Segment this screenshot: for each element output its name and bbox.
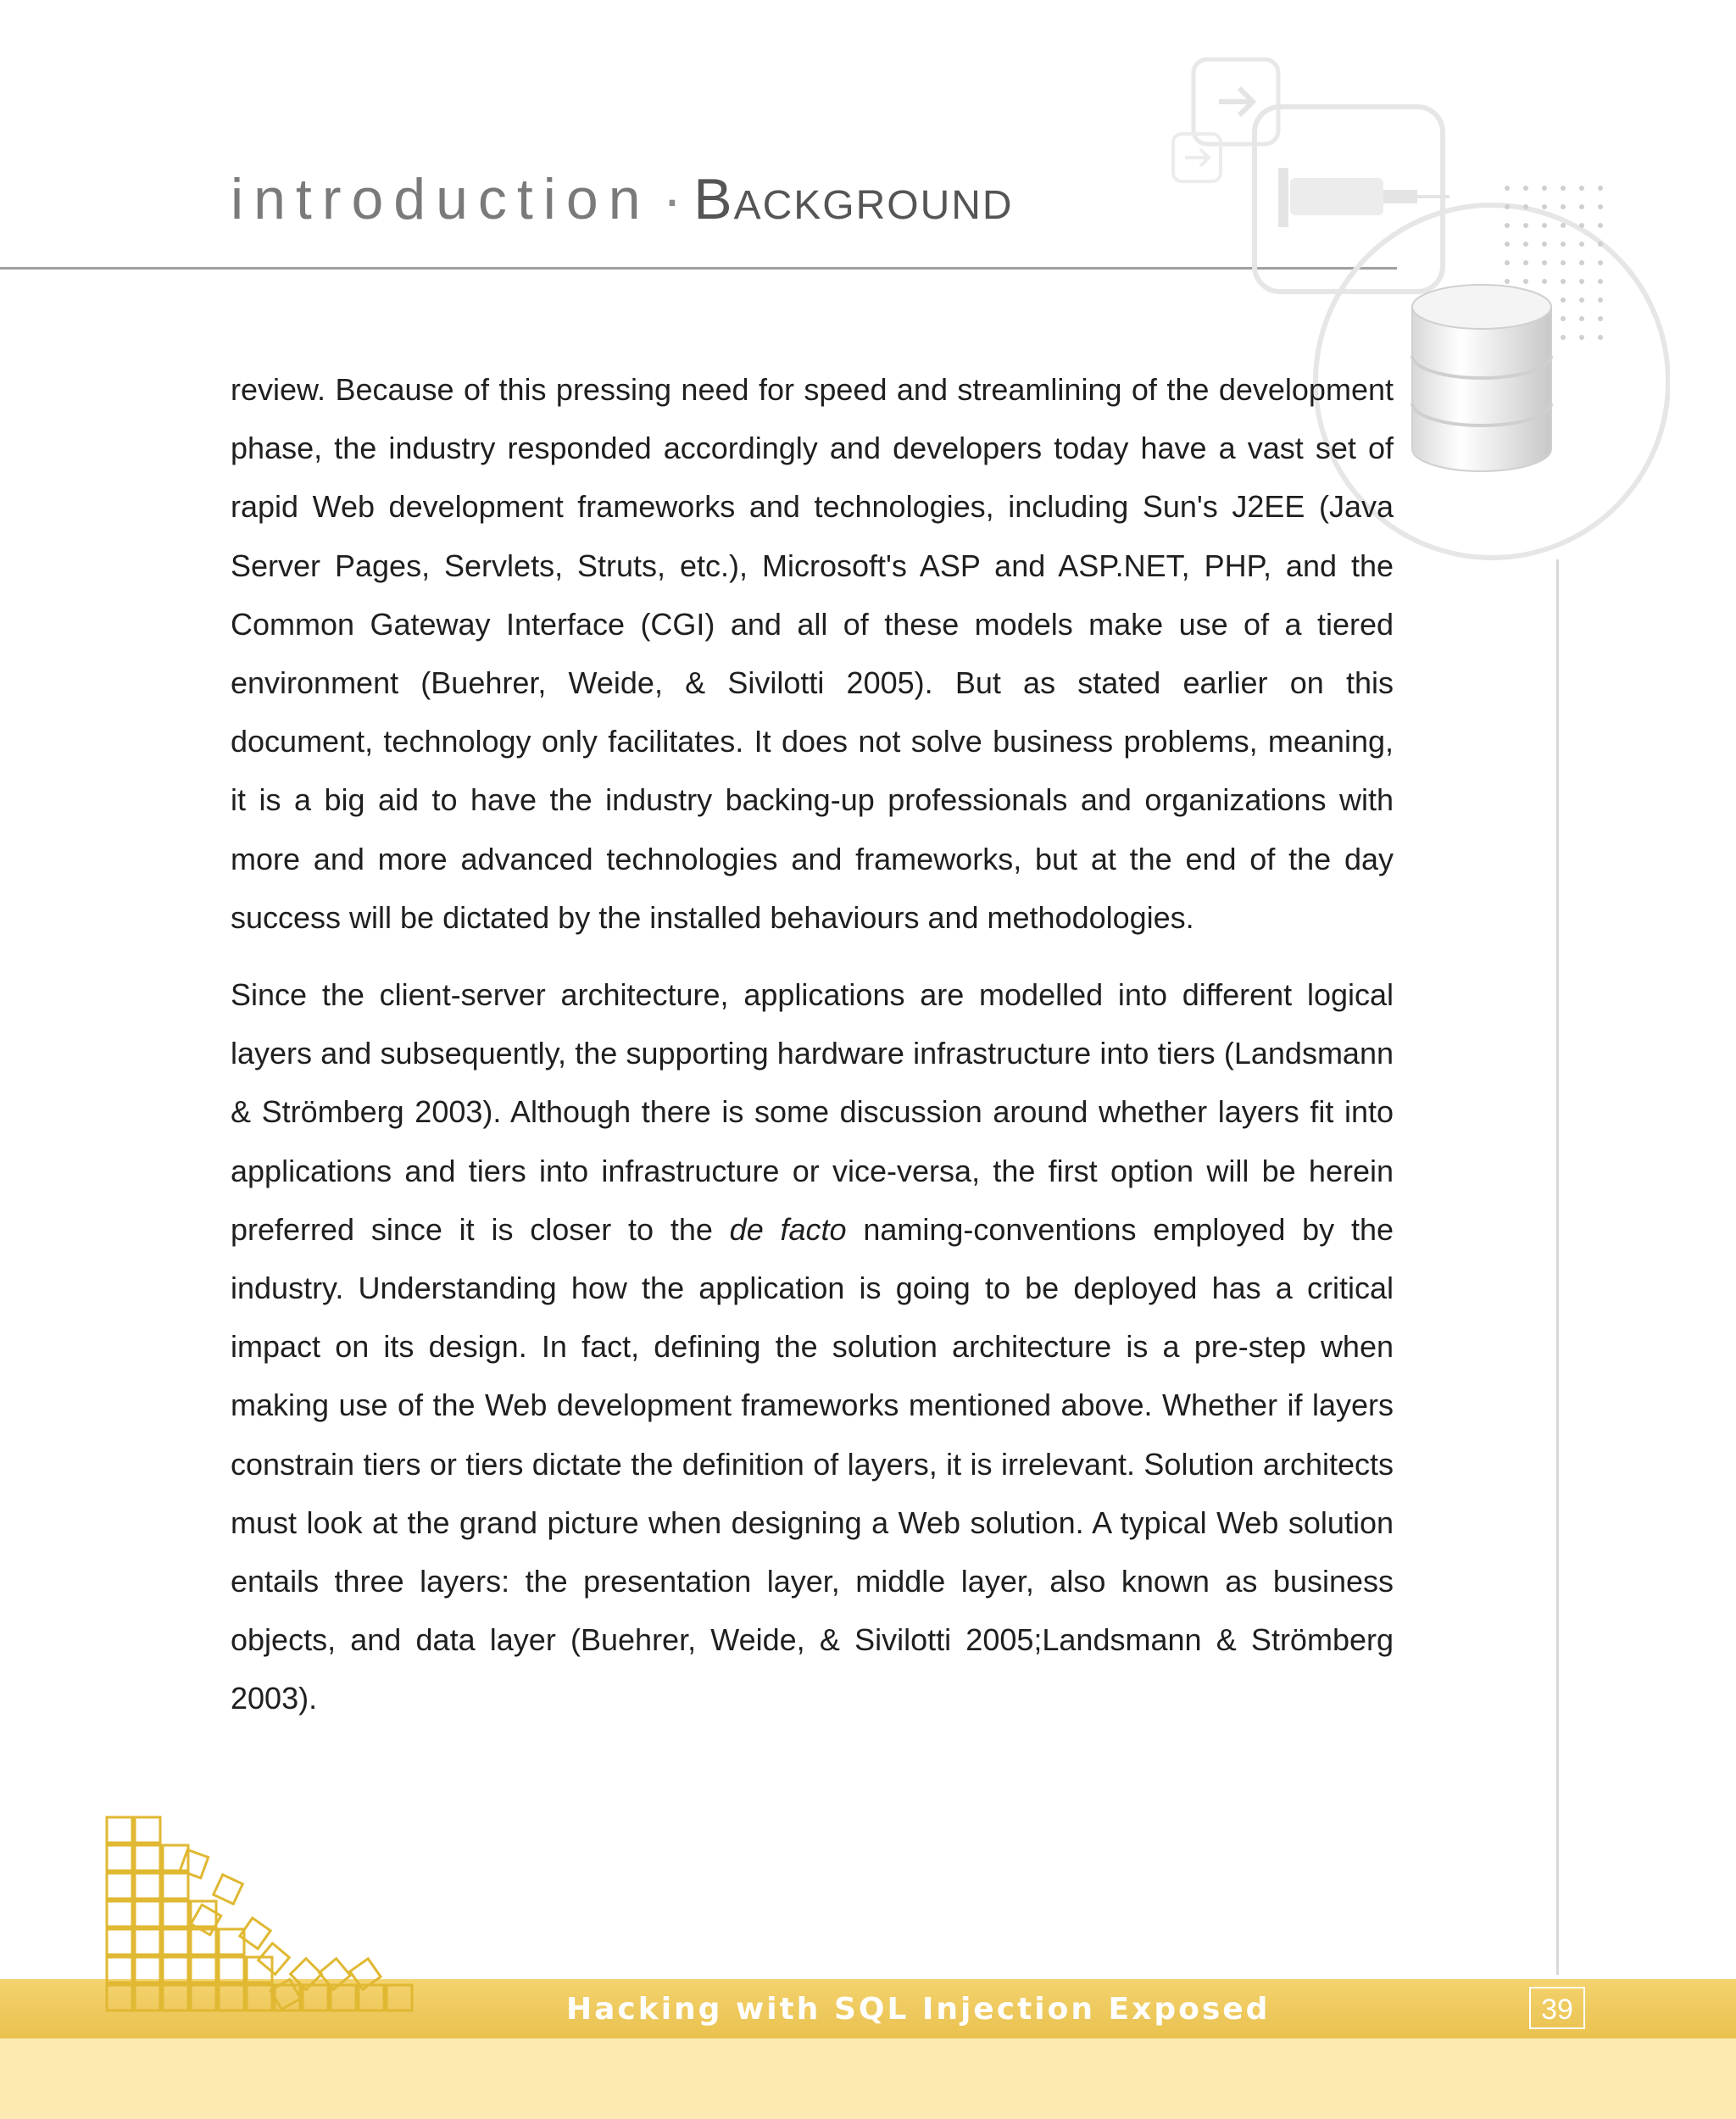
paragraph-2-part-2: naming-conventions employed by the industry. Understanding how the application is going to be deployed has a critical impact on its design. In fact, defining the solution architecture is a pre-step when making use of the Web development frameworks mentioned above. Whether if layers constrain tiers or tiers dictate the definition of layers, it is irrelevant. Solution architects must look at the grand picture when designing a Web solution. A typical Web solution entails three layers: the presentation layer, middle layer, also known as business objects, and data layer (Buehrer, Weide, & Sivilotti 2005;Landsmann & Strömberg 2003). bbox=[231, 1211, 1394, 1716]
page-number: 39 bbox=[1529, 1987, 1585, 2029]
database-icon bbox=[1412, 285, 1551, 471]
book-title: Hacking with SQL Injection Exposed bbox=[566, 1992, 1271, 2027]
footer-bottom-area bbox=[0, 2038, 1736, 2119]
paragraph-1: review. Because of this pressing need for speed and streamlining of the development phase, the industry responded accordingly and developers today have a vast set of rapid Web development frameworks and technologies, including Sun's J2EE (Java Server Pages, Servlets, Struts, etc.), Microsoft's ASP and ASP.NET, PHP, and the Common Gateway Interface (CGI) and all of these models make use of a tiered environment (Buehrer, Weide, & Sivilotti 2005). But as stated earlier on this document, technology only facilitates. It does not solve business problems, meaning, it is a big aid to have the industry backing-up professionals and organizations with more and more advanced technologies and frameworks, but at the end of the day success will be dictated by the installed behaviours and methodologies. bbox=[231, 372, 1394, 935]
article-body bbox=[231, 360, 1394, 1747]
italic-term: de facto bbox=[729, 1211, 847, 1247]
arrow-box-icon bbox=[1173, 59, 1278, 181]
side-divider bbox=[1556, 559, 1559, 1975]
squares-pattern-icon bbox=[102, 1814, 424, 2017]
paragraph-2 bbox=[231, 965, 1394, 1728]
page-section-title bbox=[231, 166, 1014, 232]
paragraph-2-part-1: Since the client-server architecture, applications are modelled into different logical layers and subsequently, the supporting hardware infrastructure into tiers (Landsmann & Strömberg 2003). Although there is some discussion around whether layers fit into applications and tiers into infrastructure or vice-versa, the first option will be herein preferred since it is closer to the bbox=[231, 977, 1394, 1247]
subsection-name: Background bbox=[693, 167, 1014, 231]
title-separator: · bbox=[662, 167, 682, 231]
syringe-icon bbox=[1255, 107, 1449, 292]
section-name: introduction bbox=[231, 167, 651, 231]
